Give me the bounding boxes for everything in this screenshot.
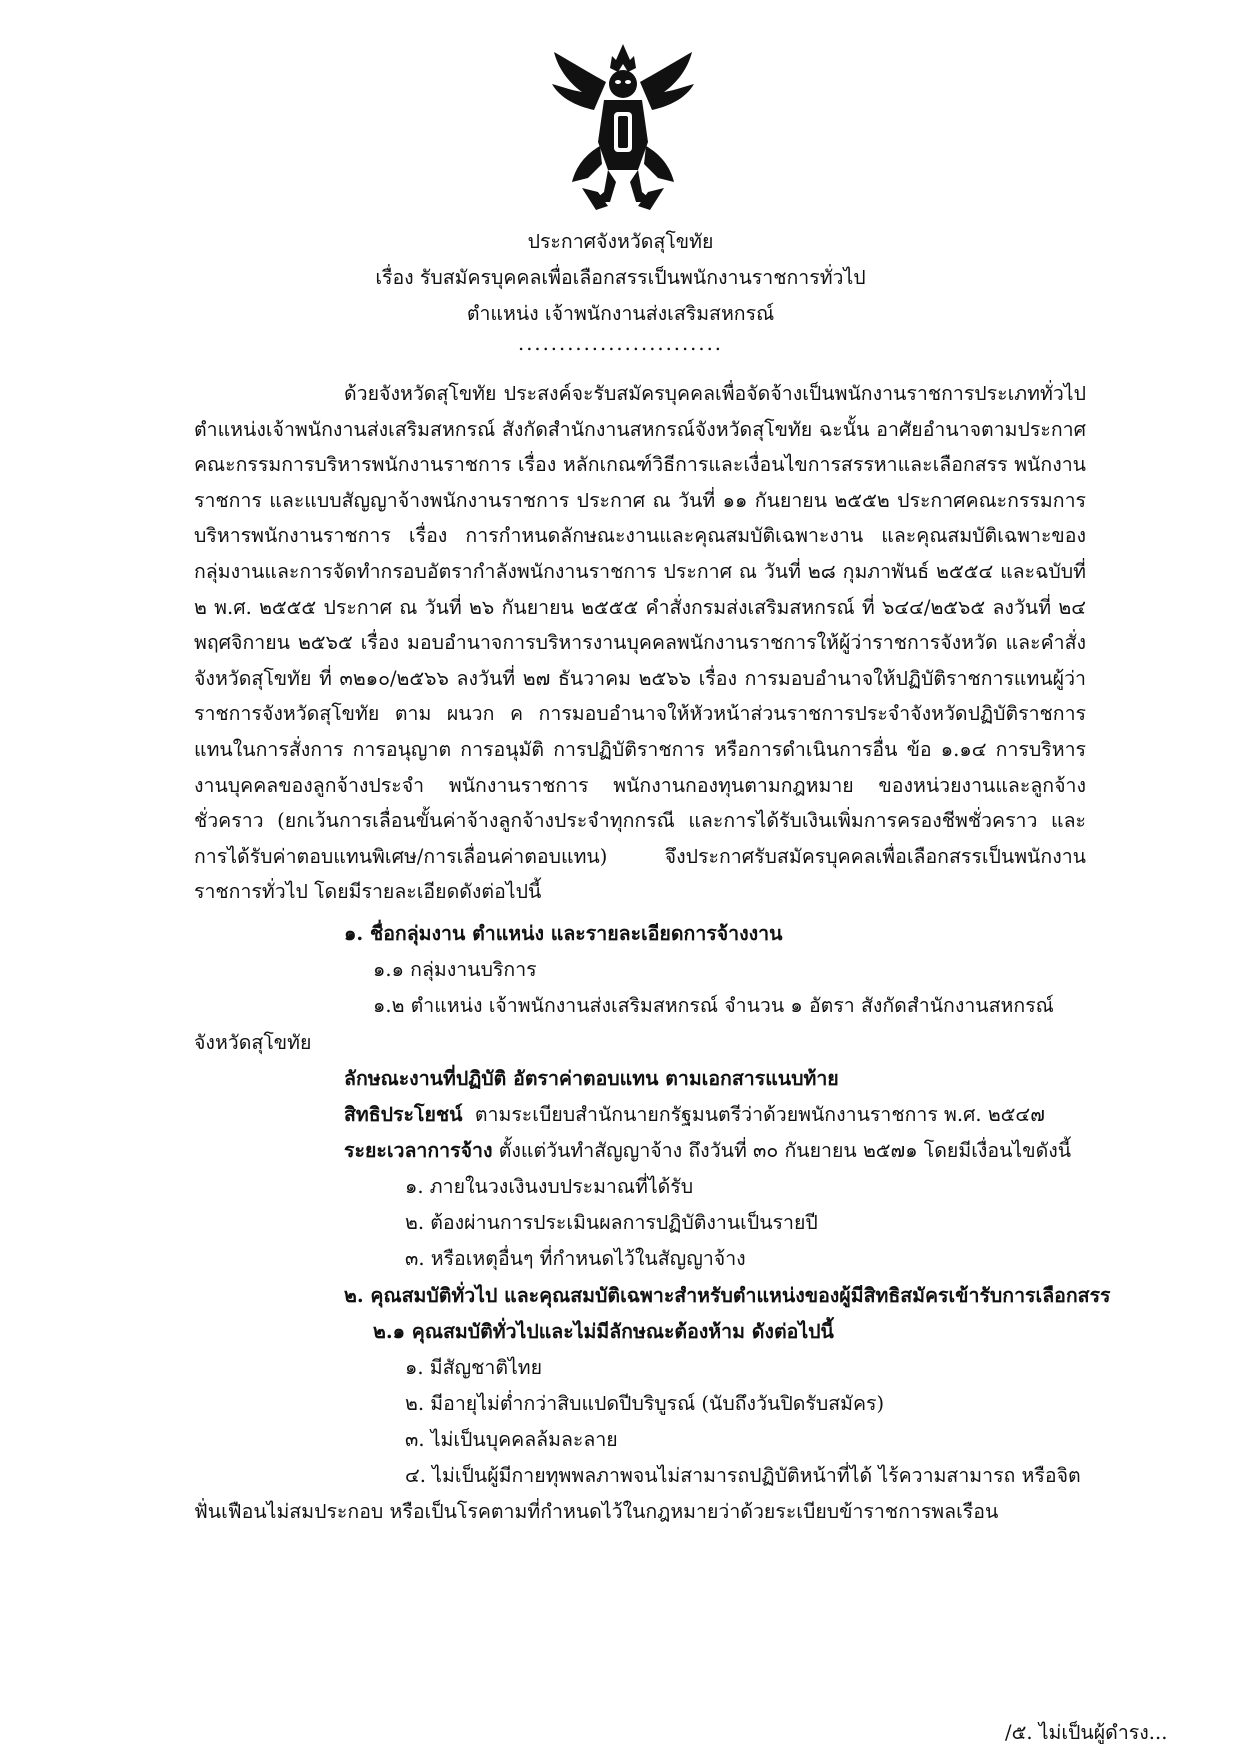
continuation-note: /๕. ไม่เป็นผู้ดำรง... [1005,1721,1168,1744]
section1-item2: ๑.๒ ตำแหน่ง เจ้าพนักงานส่งเสริมสหกรณ์ จำนวน ๑ อัตรา สังกัดสำนักงานสหกรณ์ [373,994,1054,1017]
intro-text: ด้วยจังหวัดสุโขทัย ประสงค์จะรับสมัครบุคคลเพื่อจัดจ้างเป็นพนักงานราชการประเภททั่วไป ตำแหน่งเจ้าพนักงานส่งเสริมสหกรณ์ สังกัดสำนักงานสหกรณ์จังหวัดสุโขทัย ฉะนั้น อาศัยอำนาจตามประกาศคณะกรรมการบริหารพนักงานราชการ เรื่อง หลักเกณฑ์วิธีการและเงื่อนไขการสรรหาและเลือกสรร พนักงานราชการ และแบบสัญญาจ้างพนักงานราชการ ประกาศ ณ วันที่ ๑๑ กันยายน ๒๕๕๒ ประกาศคณะกรรมการบริหารพนักงานราชการ เรื่อง การกำหนดลักษณะงานและคุณสมบัติเฉพาะงาน และคุณสมบัติเฉพาะของกลุ่มงานและการจัดทำกรอบอัตรากำลังพนักงานราชการ ประกาศ ณ วันที่ ๒๘ กุมภาพันธ์ ๒๕๕๔ และฉบับที่ ๒ พ.ศ. ๒๕๕๕ ประกาศ ณ วันที่ ๒๖ กันยายน ๒๕๕๕ คำสั่งกรมส่งเสริมสหกรณ์ ที่ ๖๔๔/๒๕๖๕ ลงวันที่ ๒๔ พฤศจิกายน ๒๕๖๕ เรื่อง มอบอำนาจการบริหารงานบุคคลพนักงานราชการให้ผู้ว่าราชการจังหวัด และคำสั่งจังหวัดสุโขทัย ที่ ๓๒๑๐/๒๕๖๖ ลงวันที่ ๒๗ ธันวาคม ๒๕๖๖ เรื่อง การมอบอำนาจให้ปฏิบัติราชการแทนผู้ว่าราชการจังหวัดสุโขทัย ตาม ผนวก ค การมอบอำนาจให้หัวหน้าส่วนราชการประจำจังหวัดปฏิบัติราชการแทนในการสั่งการ การอนุญาต การอนุมัติ การปฏิบัติราชการ หรือการดำเนินการอื่น ข้อ ๑.๑๔ การบริหารงานบุคคลของลูกจ้างประจำ พนักงานราชการ พนักงานกองทุนตามกฎหมาย ของหน่วยงานและลูกจ้างชั่วคราว (ยกเว้นการเลื่อนขั้นค่าจ้างลูกจ้างประจำทุกกรณี และการได้รับเงินเพิ่มการครองชีพชั่วคราว และการได้รับค่าตอบแทนพิเศษ/การเลื่อนค่าตอบแทน) จึงประกาศรับสมัครบุคคลเพื่อเลือกสรรเป็นพนักงานราชการทั่วไป โดยมีรายละเอียดดังต่อไปนี้ [194,382,1086,904]
benefits-text: ตามระเบียบสำนักนายกรัฐมนตรีว่าด้วยพนักงานราชการ พ.ศ. ๒๕๔๗ [474,1103,1045,1126]
section2-sub-heading: ๒.๑ คุณสมบัติทั่วไปและไม่มีลักษณะต้องห้าม ดังต่อไปนี้ [373,1320,834,1343]
intro-paragraph [194,376,1086,910]
qualification-1: ๑. มีสัญชาติไทย [405,1356,543,1379]
announcement-title: ประกาศจังหวัดสุโขทัย [527,230,714,253]
period-line [344,1135,1071,1166]
section1-item2-cont: จังหวัดสุโขทัย [194,1031,312,1054]
condition-1: ๑. ภายในวงเงินงบประมาณที่ได้รับ [405,1175,694,1198]
duties-label: ลักษณะงานที่ปฏิบัติ อัตราค่าตอบแทน ตามเอกสารแนบท้าย [344,1067,839,1090]
announcement-subject: เรื่อง รับสมัครบุคคลเพื่อเลือกสรรเป็นพนักงานราชการทั่วไป [375,266,866,289]
qualification-2: ๒. มีอายุไม่ต่ำกว่าสิบแปดปีบริบูรณ์ (นับถึงวันปิดรับสมัคร) [405,1392,885,1415]
qualification-3: ๓. ไม่เป็นบุคคลล้มละลาย [405,1428,618,1451]
qualification-4: ๔. ไม่เป็นผู้มีกายทุพพลภาพจนไม่สามารถปฏิบัติหน้าที่ได้ ไร้ความสามารถ หรือจิต [405,1464,1081,1487]
section1-item1: ๑.๑ กลุ่มงานบริการ [373,958,537,981]
garuda-emblem-icon [548,42,698,214]
condition-2: ๒. ต้องผ่านการประเมินผลการปฏิบัติงานเป็นรายปี [405,1211,818,1234]
benefits-label: สิทธิประโยชน์ [344,1103,463,1126]
section2-heading: ๒. คุณสมบัติทั่วไป และคุณสมบัติเฉพาะสำหรับตำแหน่งของผู้มีสิทธิสมัครเข้ารับการเลือกสรร [344,1284,1111,1307]
period-label: ระยะเวลาการจ้าง [344,1139,493,1162]
qualification-4-cont: ฟั่นเฟือนไม่สมประกอบ หรือเป็นโรคตามที่กำหนดไว้ในกฎหมายว่าด้วยระเบียบข้าราชการพลเรือน [194,1500,999,1523]
benefits-line [344,1099,1045,1130]
condition-3: ๓. หรือเหตุอื่นๆ ที่กำหนดไว้ในสัญญาจ้าง [405,1247,746,1270]
announcement-position: ตำแหน่ง เจ้าพนักงานส่งเสริมสหกรณ์ [466,302,775,325]
dotted-separator: ......................... [518,332,723,355]
period-text: ตั้งแต่วันทำสัญญาจ้าง ถึงวันที่ ๓๐ กันยายน ๒๕๗๑ โดยมีเงื่อนไขดังนี้ [498,1139,1072,1162]
section1-heading: ๑. ชื่อกลุ่มงาน ตำแหน่ง และรายละเอียดการจ้างงาน [344,922,783,945]
